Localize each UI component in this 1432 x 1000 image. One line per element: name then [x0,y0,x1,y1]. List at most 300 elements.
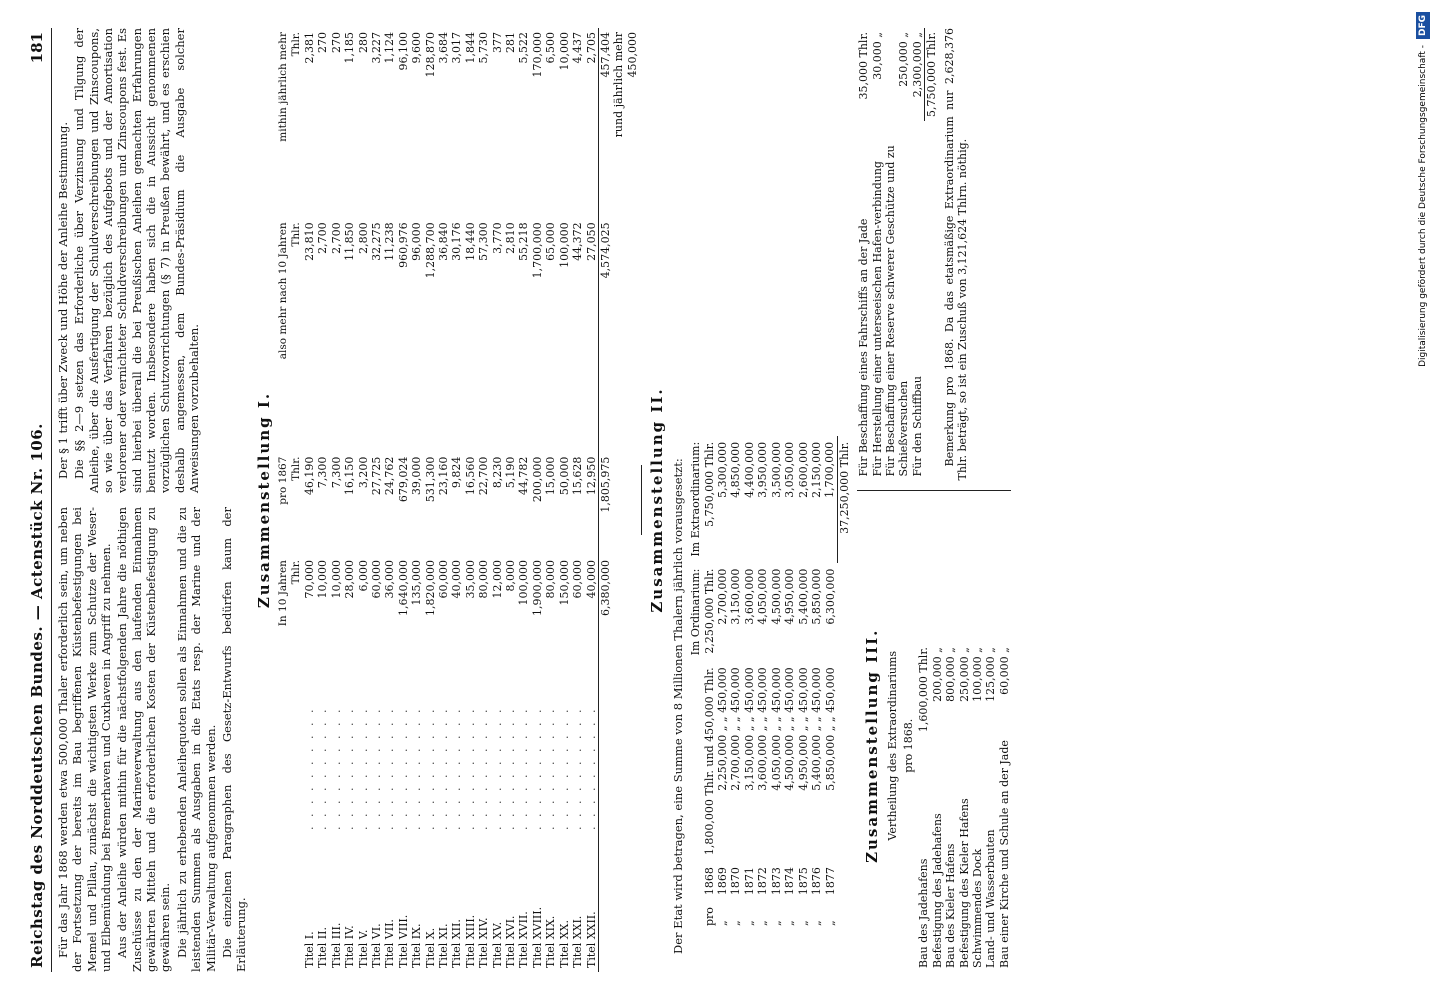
table-row [450,28,463,972]
table-cell: 60,000 [571,560,585,599]
table-cell: 1,820,000 [423,560,437,617]
table-cell: 3,684 [437,32,451,64]
table-row [504,28,517,972]
table-row [884,28,911,481]
leader-dots: . . . . . . . . . . [423,706,437,830]
table-cell: 6,500 [544,32,558,64]
table-cell: 11,850 [343,222,357,261]
left-column [56,507,249,972]
table-row [437,28,450,972]
table-cell: 250,000 „ [897,32,911,87]
table-cell: 800,000 „ [944,647,958,702]
row-label: Titel VII. [383,919,397,968]
leader-dots: . . . . . . . . . . [530,706,544,830]
row-label: Titel XII. [450,919,464,968]
table-cell: 30,176 [450,222,464,261]
table-row [558,28,571,972]
row-label: Titel XX. [557,920,571,968]
table-cell: 32,275 [370,222,383,261]
table-cell: 9,600 [410,32,424,64]
table-cell: 150,000 [557,560,571,606]
table-header-row [689,436,702,932]
table-cell: 2,150,000 [809,441,823,498]
table-cell: 2,700 [329,222,343,254]
table-cell: 3,770 [490,222,504,254]
document-page [22,20,1410,980]
row-label: Bau des Kieler Hafens [944,843,958,968]
table-row [911,28,925,481]
row-label: Titel XIII. [463,914,477,968]
row-prefix: „ [796,920,810,926]
table-cell: 1,600,000 Thlr. [917,647,931,733]
table-cell: 3,500,000 [769,441,783,498]
table-cell: 5,190 [504,456,518,489]
table-row [383,28,396,972]
table-cell: 44,372 [571,222,585,261]
table-cell: 35,000 [463,560,477,599]
leader-dots: . . . . . . . . . . [571,706,585,830]
table-cell: 250,000 „ [957,647,971,702]
row-year: 1877 [823,867,837,896]
table-cell: 3,150,000 „ „ 450,000 [742,667,756,791]
table-cell: 22,700 [477,456,491,496]
leader-dots: . . . . . . . . . . [302,706,316,830]
row-label: Titel VI. [370,923,383,968]
row-label: Titel III. [329,922,343,968]
table-cell: 7,300 [329,456,343,489]
leader-dots: . . . . . . . . . . [316,706,330,830]
totals-row [598,28,612,972]
table-row [703,436,716,932]
table-cell: 679,024 [396,456,410,503]
table-cell: 24,762 [383,456,397,496]
table-cell: 5,400,000 „ „ 450,000 [809,667,823,791]
table-z3-right [857,28,938,481]
table-row [917,643,930,972]
row-prefix: „ [742,920,756,926]
table-row [998,643,1011,972]
table-row [729,436,742,932]
divider [641,465,642,535]
table-header-row [277,28,290,972]
paragraph: Aus der Anleihe würden mithin für die nächstfolgenden Jahre die nöthigen Zuschüsse zu den der Marineverwaltung aus den laufenden Einnahmen gewährten Mitteln und die erforderlichen Kosten der Küstenbefestigung zu gewähren sein. [115,507,173,972]
row-year: 1868 [702,867,716,896]
table-row [810,436,823,932]
table-cell: 36,000 [383,560,397,599]
table-cell: 125,000 „ [984,647,998,702]
dfg-credit [1416,12,1430,992]
row-prefix: „ [716,920,730,926]
table-row [303,28,316,972]
row-year: 1875 [796,867,810,896]
unit-label: Thlr. [290,222,303,247]
table-cell: 4,437 [571,32,585,64]
table-row [743,436,756,932]
row-year: 1876 [809,867,823,896]
row-label: Bau des Jadehafens [917,858,931,968]
table-z3-left [917,643,1011,972]
table-cell: 281 [504,32,518,53]
row-label: Titel V. [356,929,370,968]
z3-left [857,520,1011,973]
table-cell: 16,150 [343,456,357,496]
table-cell: 40,000 [584,560,598,599]
row-label: Titel XIX. [544,915,558,968]
table-cell: 4,500,000 „ „ 450,000 [783,667,797,791]
table-cell: 5,850,000 [809,568,823,625]
row-label: Befestigung des Kieler Hafens [957,798,971,968]
table-row [783,436,796,932]
total-cell: 457,404 [598,28,612,218]
leader-dots: . . . . . . . . . . [370,706,383,830]
table-row [544,28,557,972]
table-cell: 4,950,000 „ „ 450,000 [796,667,810,791]
table-cell: 12,950 [584,456,598,496]
table-cell: 80,000 [477,560,491,599]
row-label: Bau einer Kirche und Schule an der Jade [997,740,1011,968]
table-row [797,436,810,932]
table-cell: 27,725 [370,456,383,496]
table-zusammenstellung-2 [689,436,851,932]
table-cell: 23,810 [302,222,316,261]
table-row [531,28,544,972]
table-row [871,28,884,481]
table-cell: 2,381 [302,32,316,64]
table-row [984,643,997,972]
table-cell: 40,000 [450,560,464,599]
row-prefix: „ [823,920,837,926]
table-cell: 5,730 [477,32,491,64]
table-row [716,436,729,932]
table-cell: 36,840 [437,222,451,261]
row-year: 1870 [729,867,743,896]
row-label: Titel XI. [437,923,451,968]
table-cell: 960,976 [396,222,410,268]
table-cell: 5,850,000 „ „ 450,000 [823,667,837,791]
note-text: rund jährlich mehr [612,32,626,138]
table-body [857,28,925,481]
table-cell: 8,000 [504,560,518,592]
total-cell: 5,750,000 Thlr. [925,28,939,121]
total-cell: 4,574,025 [598,218,612,452]
table-cell: 2,250,000 Thlr. [702,568,716,654]
column-header: Im Extraordinarium: [689,441,703,557]
table-cell: 2,705 [584,32,598,64]
note-row [612,28,625,972]
paragraph: Für das Jahr 1868 werden etwa 500,000 Thaler erforderlich sein, um neben der Fortsetzung der bereits im Bau begriffenen Küstenbefestigungen bei Memel und Pillau, zunächst die wichtigsten Werke zum Schutze der Weser- und Elbemündung bei Bremerhaven und Cuxhaven in Angriff zu nehmen. [55,507,113,972]
table-row [397,28,410,972]
leader-dots: . . . . . . . . . . [477,706,491,830]
leader-dots: . . . . . . . . . . [504,706,518,830]
table-row [944,643,957,972]
table-cell: 2,250,000 „ „ 450,000 [716,667,730,791]
table-cell: 3,200 [356,456,370,489]
table-row [958,643,971,972]
table-cell: 60,000 [437,560,451,599]
row-prefix: „ [769,920,783,926]
leader-dots: . . . . . . . . . . [490,706,504,830]
table-cell: 60,000 „ [997,647,1011,695]
remark: Bemerkung pro 1868. Da das etatsmäßige Extraordinarium nur 2,628,376 Thlr. beträgt, so ist ein Zuschuß von 3,121,624 Thlrn. nöthig. [942,28,970,481]
total-cell: 37,250,000 Thlr. [837,436,851,563]
leader-dots: . . . . . . . . . . [463,706,477,830]
table-cell: 1,700,000 [530,222,544,279]
table-cell: 1,124 [383,32,397,64]
unit-label: Thlr. [290,560,303,585]
paragraph: Die §§ 2—9 setzen das Erforderliche über Verzinsung und Tilgung der Anleihe, über die Ausfertigung der Schuldverschreibungen und Zinscoupons, so wie über das Verfahren bezüglich des Aufgebots und der Amortisation verlorener oder vernichteter Schuldverschreibungen und Zinscoupons fest. Es sind hierbei überall die bei Preußischen Anleihen gemachten Erfahrungen benutzt worden. Insbesondere haben sich die in Aussicht genommenen vorzüglichen Schutzvorrichtungen (§ 7) in Preußen bewährt, und es erschien deshalb angemessen, dem Bundes-Präsidium die Ausgabe solcher Anweisungen vorzubehalten. [72,28,202,493]
table-cell: 3,600,000 „ „ 450,000 [756,667,770,791]
table-cell: 200,000 „ [930,647,944,702]
zusammenstellung-3 [857,28,1011,972]
table-body [303,28,598,972]
intro-columns [56,28,249,972]
table-row [571,28,584,972]
table-cell: 2,600,000 [796,441,810,498]
leader-dots: . . . . . . . . . . [437,706,451,830]
table-cell: 23,160 [437,456,451,496]
table-cell: 2,700,000 „ „ 450,000 [729,667,743,791]
table-cell: 28,000 [343,560,357,599]
table-cell: 57,300 [477,222,491,261]
table-cell: 3,050,000 [783,441,797,498]
leader-dots: . . . . . . . . . . [584,706,598,830]
table-cell: 1,844 [463,32,477,64]
leader-dots: . . . . . . . . . . [356,706,370,830]
table-row [410,28,423,972]
table-cell: 10,000 [329,560,343,599]
table-cell: 531,300 [423,456,437,503]
row-year: 1869 [716,867,730,896]
table-row [857,28,870,481]
row-label: Für Beschaffung eines Fahrschiffs an der Jade [857,218,871,477]
row-label: Schwimmendes Dock [971,848,984,968]
section-subtitle: Vertheilung des Extraordinariums [885,650,899,841]
table-cell: 35,000 Thlr. [857,32,871,100]
paragraph: Die einzelnen Paragraphen des Gesetz-Entwurfs bedürfen kaum der Erläuterung. [219,507,249,972]
row-label: Titel XXII. [584,911,598,968]
row-label: Titel XVIII. [530,906,544,968]
table-cell: 2,700 [316,222,330,254]
table-cell: 60,000 [370,560,383,599]
table-row [464,28,477,972]
totals-row [925,28,939,481]
table-cell: 6,300,000 [823,568,837,625]
table-cell: 4,950,000 [783,568,797,625]
column-header: Im Ordinarium: [689,568,703,656]
table-cell: 18,440 [463,222,477,261]
table-cell: 4,050,000 „ „ 450,000 [769,667,783,791]
column-header: In 10 Jahren [277,560,290,627]
row-prefix: „ [756,920,770,926]
dfg-credit-text: Digitalisierung gefördert durch die Deutsche Forschungsgemeinschaft - [1418,45,1428,367]
table-row [477,28,490,972]
table-row [357,28,370,972]
table-cell: 4,500,000 [769,568,783,625]
row-label: Für den Schiffbau [911,376,925,477]
unit-label: Thlr. [290,32,303,57]
table-cell: 5,750,000 Thlr. [702,441,716,527]
row-label: Titel XXI. [571,915,585,968]
page-number: 181 [28,32,46,64]
paragraph: Die jährlich zu erhebenden Anleihequoten sollen als Einnahmen und die zu leistenden Summen als Ausgaben in die Etats resp. der Marine und der Militär-Verwaltung aufgenommen werden. [174,507,218,972]
row-label: Titel I. [302,931,316,968]
leader-dots: . . . . . . . . . . [343,706,357,830]
leader-dots: . . . . . . . . . . [410,706,424,830]
table-row [370,28,383,972]
page-header [22,28,52,972]
table-cell: 100,000 „ [971,647,984,702]
table-cell: 135,000 [410,560,424,606]
table-cell: 4,400,000 [742,441,756,498]
section-intro: Der Etat wird betragen, eine Summe von 8 Millionen Thalern jährlich vorausgesetzt: [670,458,685,954]
section-subtitle-year: pro 1868. [901,718,915,773]
table-cell: 11,238 [383,222,397,261]
note-value-row [626,28,639,972]
table-cell: 39,000 [410,456,424,496]
table-cell: 1,800,000 Thlr. und 450,000 Thlr. [702,667,716,856]
table-cell: 50,000 [557,456,571,496]
row-prefix: „ [729,920,743,926]
row-label: Titel X. [423,927,437,968]
table-row [330,28,343,972]
table-cell: 9,824 [450,456,464,489]
table-cell: 2,800 [356,222,370,254]
row-label: Titel XVII. [517,911,531,968]
unit-row [290,28,303,972]
table-cell: 70,000 [302,560,316,599]
table-cell: 2,300,000 „ [910,32,924,98]
table-row [770,436,783,932]
table-body [703,436,838,932]
row-label: Befestigung des Jadehafens [930,813,944,968]
row-label: Titel II. [316,927,330,968]
table-cell: 100,000 [517,560,531,606]
table-row [316,28,329,972]
row-label: Land- und Wasserbauten [984,829,998,968]
table-cell: 16,560 [463,456,477,496]
table-cell: 15,628 [571,456,585,496]
table-cell: 170,000 [530,32,544,78]
row-prefix: pro [702,907,716,926]
table-cell: 15,000 [544,456,558,496]
table-cell: 6,000 [356,560,370,592]
running-title: Reichstag des Norddeutschen Bundes. — Actenstück Nr. 106. [28,423,46,968]
table-row [424,28,437,972]
column-header: also mehr nach 10 Jahren [277,222,290,360]
z3-right [857,28,1011,492]
row-prefix: „ [809,920,823,926]
table-cell: 10,000 [316,560,330,599]
table-cell: 1,288,700 [423,222,437,279]
table-cell: 8,230 [490,456,504,489]
row-label: Titel XV. [490,921,504,968]
table-cell: 44,782 [517,456,531,496]
row-label: Für Beschaffung einer Reserve schwerer Geschütze und zu Schießversuchen [883,145,911,477]
row-year: 1871 [742,867,756,896]
row-label: Titel XIV. [477,917,491,968]
right-column [56,28,249,493]
row-label: Titel IX. [410,923,424,968]
row-label: Titel IV. [343,925,357,968]
table-cell: 30,000 „ [870,32,884,80]
table-cell: 100,000 [557,222,571,268]
table-row [823,436,837,932]
row-label: Für Herstellung einer unterseeischen Hafen-verbindung [870,161,884,477]
table-cell: 5,400,000 [796,568,810,625]
table-row [971,643,984,972]
leader-dots: . . . . . . . . . . [383,706,397,830]
unit-label: Thlr. [290,456,303,481]
table-body [917,643,1011,972]
table-cell: 377 [490,32,504,53]
table-cell: 3,600,000 [742,568,756,625]
table-cell: 3,950,000 [756,441,770,498]
row-prefix: „ [783,920,797,926]
table-cell: 1,185 [343,32,357,64]
table-cell: 1,900,000 [530,560,544,617]
leader-dots: . . . . . . . . . . [329,706,343,830]
table-cell: 4,050,000 [756,568,770,625]
table-cell: 3,227 [370,32,383,64]
note-value: 450,000 [625,32,639,78]
table-cell: 96,100 [396,32,410,71]
section-title: Zusammenstellung III. [863,628,882,863]
table-cell: 27,050 [584,222,598,261]
table-cell: 270 [316,32,330,53]
table-cell: 5,522 [517,32,531,64]
dfg-logo: DFG [1416,12,1430,39]
leader-dots: . . . . . . . . . . [517,706,531,830]
table-row [756,436,769,932]
table-cell: 12,000 [490,560,504,599]
table-cell: 3,017 [450,32,464,64]
total-cell: 1,805,975 [598,453,612,556]
table-cell: 80,000 [544,560,558,599]
table-cell: 46,190 [302,456,316,496]
table-cell: 96,000 [410,222,424,261]
table-cell: 280 [356,32,370,53]
leader-dots: . . . . . . . . . . [396,706,410,830]
table-row [931,643,944,972]
column-header: pro 1867 [277,456,290,505]
table-row [517,28,530,972]
table-cell: 55,218 [517,222,531,261]
leader-dots: . . . . . . . . . . [450,706,464,830]
row-year: 1873 [769,867,783,896]
table-cell: 270 [329,32,343,53]
table-cell: 200,000 [530,456,544,503]
section-title: Zusammenstellung II. [648,387,667,613]
table-cell: 128,870 [423,32,437,78]
row-year: 1874 [783,867,797,896]
table-row [585,28,599,972]
table-cell: 7,300 [316,456,330,489]
table-row [491,28,504,972]
table-cell: 2,700,000 [716,568,730,625]
table-cell: 1,640,000 [396,560,410,617]
table-cell: 65,000 [544,222,558,261]
leader-dots: . . . . . . . . . . [544,706,558,830]
table-cell: 2,810 [504,222,518,254]
leader-dots: . . . . . . . . . . [557,706,571,830]
row-label: Titel VIII. [396,914,410,968]
section-title: Zusammenstellung I. [254,391,273,609]
table-cell: 3,150,000 [729,568,743,625]
row-year: 1872 [756,867,770,896]
column-header: mithin jährlich mehr [277,32,290,142]
table-cell: 4,850,000 [729,441,743,498]
table-cell: 1,700,000 [823,441,837,498]
